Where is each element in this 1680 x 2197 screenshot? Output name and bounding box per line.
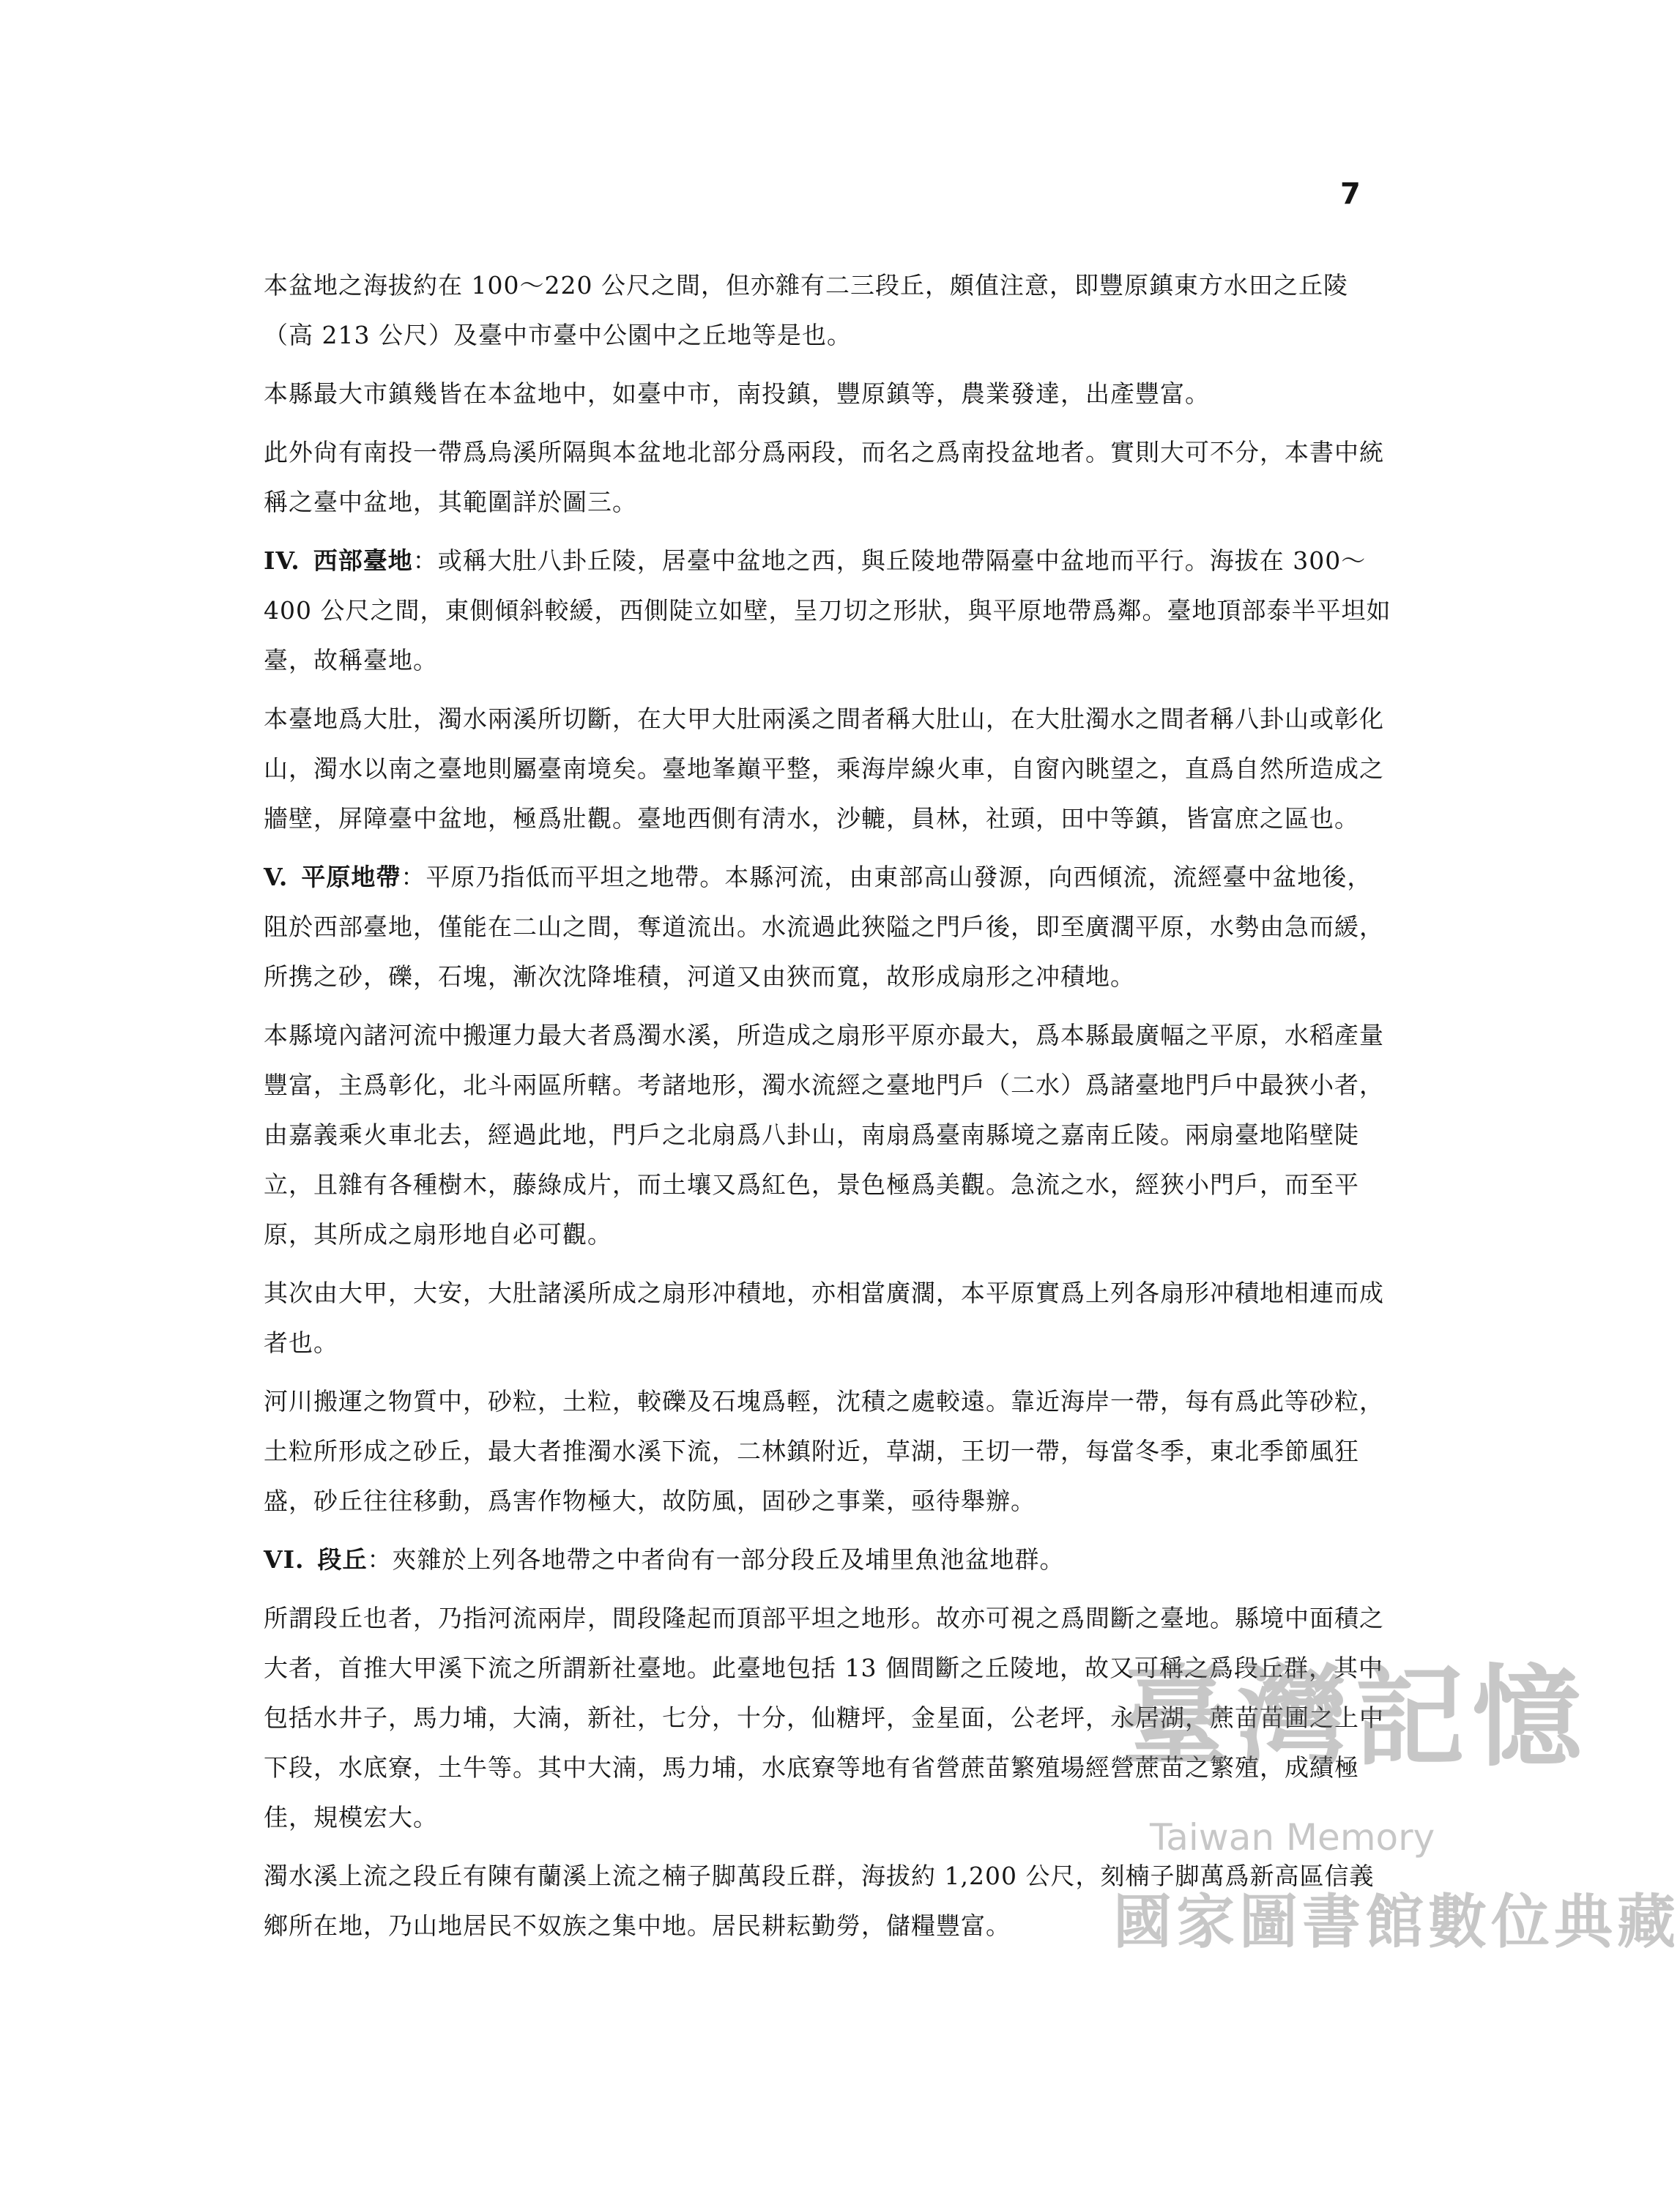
- paragraph-text: 其次由大甲，大安，大肚諸溪所成之扇形冲積地，亦相當廣濶，本平原實爲上列各扇形冲積地相連而成者也。: [264, 1279, 1384, 1357]
- paragraph-zhuoshui-fan: [264, 1011, 1391, 1260]
- paragraph-other-fans: [264, 1268, 1391, 1368]
- section-title: 平原地帶: [301, 863, 401, 891]
- paragraph-text: ：或稱大肚八卦丘陵，居臺中盆地之西，與丘陵地帶隔臺中盆地而平行。海拔在 300～400 公尺之間，東側傾斜較緩，西側陡立如壁，呈刀切之形狀，與平原地帶爲鄰。臺地頂部泰半平坦如臺，故稱臺地。: [264, 546, 1391, 674]
- paragraph-text: 本縣境內諸河流中搬運力最大者爲濁水溪，所造成之扇形平原亦最大，爲本縣最廣幅之平原，水稻產量豐富，主爲彰化，北斗兩區所轄。考諸地形，濁水流經之臺地門戶（二水）爲諸臺地門戶中最狹小者，由嘉義乘火車北去，經過此地，門戶之北扇爲八卦山，南扇爲臺南縣境之嘉南丘陵。兩扇臺地陷壁陡立，且雜有各種樹木，藤綠成片，而土壤又爲紅色，景色極爲美觀。急流之水，經狹小門戶，而至平原，其所成之扇形地自必可觀。: [264, 1021, 1384, 1249]
- watermark-chinese-text: 國家圖書館數位典藏: [1113, 1888, 1680, 1956]
- section-title: 段丘: [317, 1545, 368, 1574]
- paragraph-text: 此外尙有南投一帶爲烏溪所隔與本盆地北部分爲兩段，而名之爲南投盆地者。實則大可不分，本書中統稱之臺中盆地，其範圍詳於圖三。: [264, 438, 1384, 516]
- section-v-plain-zone: [264, 852, 1391, 1002]
- paragraph-sand-dunes: [264, 1377, 1391, 1526]
- paragraph-basin-elevation: [264, 261, 1391, 360]
- section-number: V.: [264, 863, 289, 891]
- paragraph-text: 濁水溪上流之段丘有陳有蘭溪上流之楠子脚萬段丘群，海拔約 1,200 公尺，刻楠子脚萬爲新高區信義鄉所在地，乃山地居民不奴族之集中地。居民耕耘勤勞，儲糧豐富。: [264, 1862, 1375, 1940]
- paragraph-text: 本臺地爲大肚，濁水兩溪所切斷，在大甲大肚兩溪之間者稱大肚山，在大肚濁水之間者稱八卦山或彰化山，濁水以南之臺地則屬臺南境矣。臺地峯巔平整，乘海岸線火車，自窗內眺望之，直爲自然所造成之牆壁，屏障臺中盆地，極爲壯觀。臺地西側有淸水，沙轆，員林，社頭，田中等鎮，皆富庶之區也。: [264, 705, 1384, 833]
- section-title: 西部臺地: [313, 546, 413, 575]
- paragraph-text: 所謂段丘也者，乃指河流兩岸，間段隆起而頂部平坦之地形。故亦可視之爲間斷之臺地。縣境中面積之大者，首推大甲溪下流之所謂新社臺地。此臺地包括 13 個間斷之丘陵地，故又可稱之爲段丘群，其中包括水井子，馬力埔，大湳，新社，七分，十分，仙糖坪，金星面，公老坪，永居湖，蔗苗苗圃之上中下段，水底寮，土牛等。其中大湳，馬力埔，水底寮等地有省營蔗苗繁殖場經營蔗苗之繁殖，成績極佳，規模宏大。: [264, 1604, 1384, 1832]
- page-number: 7: [1340, 177, 1361, 211]
- paragraph-text: 河川搬運之物質中，砂粒，土粒，較礫及石塊爲輕，沈積之處較遠。靠近海岸一帶，每有爲此等砂粒，土粒所形成之砂丘，最大者推濁水溪下流，二林鎮附近，草湖，王切一帶，每當冬季，東北季節風狂盛，砂丘往往移動，爲害作物極大，故防風，固砂之事業，亟待舉辦。: [264, 1387, 1384, 1515]
- watermark-logo: 臺灣記憶: [1120, 1653, 1590, 1782]
- paragraph-nantou-basin: [264, 428, 1391, 527]
- paragraph-text: 本縣最大市鎮幾皆在本盆地中，如臺中市，南投鎮，豐原鎮等，農業發達，出產豐富。: [264, 379, 1210, 408]
- section-iv-western-terrace: [264, 536, 1391, 685]
- paragraph-text: ：平原乃指低而平坦之地帶。本縣河流，由東部高山發源，向西傾流，流經臺中盆地後，阻於西部臺地，僅能在二山之間，奪道流出。水流過此狹隘之門戶後，即至廣濶平原，水勢由急而緩，所携之砂，礫，石塊，漸次沈降堆積，河道又由狹而寬，故形成扇形之冲積地。: [264, 863, 1384, 991]
- paragraph-text: ：夾雜於上列各地帶之中者尙有一部分段丘及埔里魚池盆地群。: [367, 1545, 1065, 1574]
- paragraph-major-towns: [264, 369, 1391, 419]
- paragraph-terrace-division: [264, 694, 1391, 844]
- watermark-english-text: Taiwan Memory: [1150, 1816, 1435, 1859]
- taiwan-memory-watermark: [1113, 1653, 1680, 2007]
- section-vi-terraces: [264, 1535, 1391, 1585]
- paragraph-text: 本盆地之海拔約在 100～220 公尺之間，但亦雜有二三段丘，頗值注意，即豐原鎮東方水田之丘陵（高 213 公尺）及臺中市臺中公園中之丘地等是也。: [264, 271, 1348, 349]
- section-number: VI.: [264, 1545, 305, 1574]
- section-number: IV.: [264, 546, 300, 575]
